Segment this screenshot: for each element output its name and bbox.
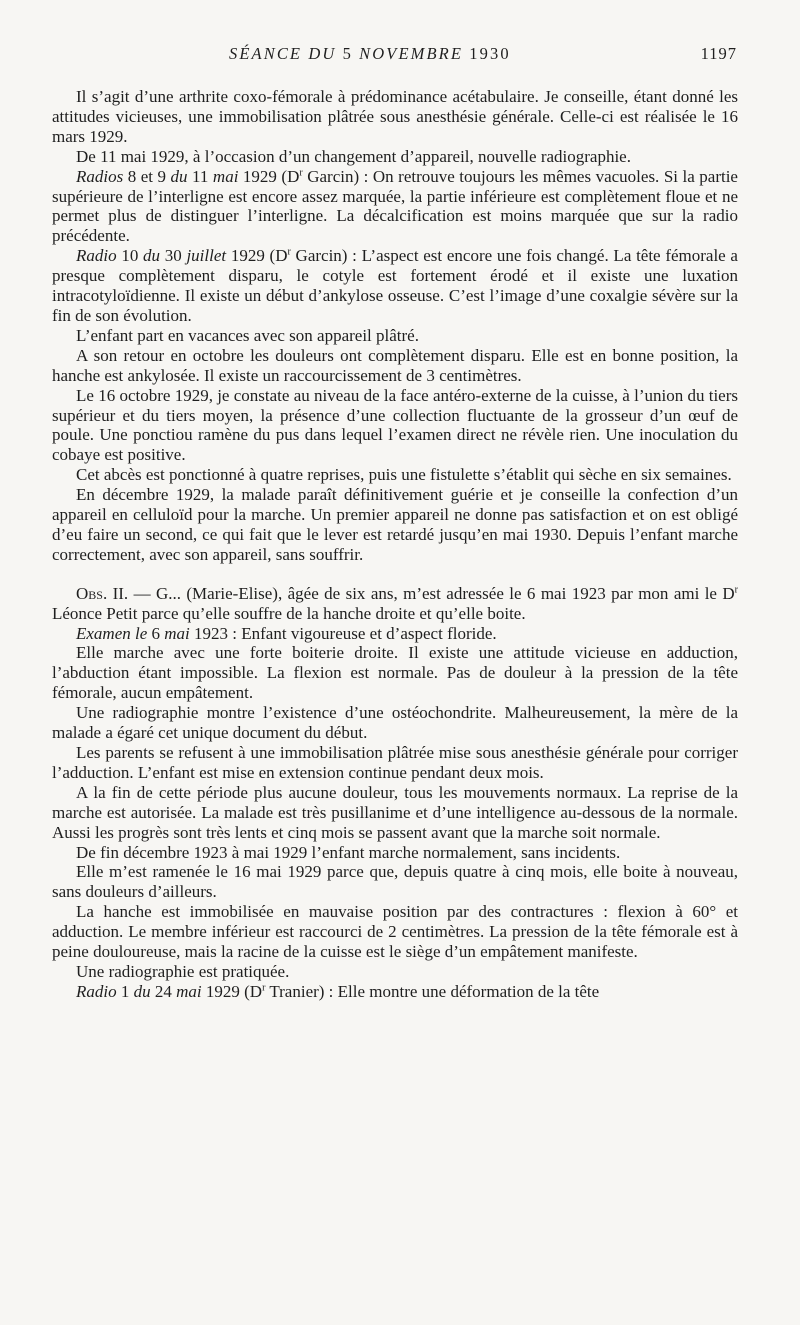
examen-month: mai bbox=[164, 623, 190, 643]
observation-text-a: — G... (Marie-Elise), âgée de six ans, m’est adressée le 6 mai 1923 par mon ami le D bbox=[128, 583, 735, 603]
paragraph: Une radiographie montre l’existence d’une ostéochondrite. Malheureusement, la mère de la malade a égaré cet unique document du début. bbox=[52, 703, 738, 743]
paragraph: Cet abcès est ponctionné à quatre reprises, puis une fistulette s’établit qui sèche en six semaines. bbox=[76, 465, 732, 485]
radio-number: 8 et 9 bbox=[123, 166, 171, 186]
radio-number: 10 bbox=[116, 246, 144, 266]
paragraph: A la fin de cette période plus aucune douleur, tous les mouvements normaux. La reprise de la marche est autorisée. La malade est très pusillanime et d’une intelligence au-dessous de la normale. Aussi les progrès sont très lents et cinq mois se passent avant que la marche soit normale. bbox=[52, 782, 738, 842]
running-header bbox=[0, 44, 800, 68]
observation-text-b: Léonce Petit parce qu’elle souffre de la hanche droite et qu’elle boite. bbox=[52, 603, 526, 623]
radio-text-a: 1929 (D bbox=[201, 981, 263, 1001]
radio-day: 30 bbox=[160, 246, 187, 266]
radio-month: mai bbox=[176, 981, 202, 1001]
examen-label: Examen le bbox=[76, 623, 148, 643]
radio-text-b: Tranier) : Elle montre une déformation de la tête bbox=[265, 981, 600, 1001]
superscript: r bbox=[287, 246, 291, 258]
running-title-month: NOVEMBRE bbox=[352, 44, 470, 63]
radio-text-a: 1929 (D bbox=[238, 166, 300, 186]
radio-du: du bbox=[170, 166, 188, 186]
paragraph: Une radiographie est pratiquée. bbox=[76, 961, 290, 981]
paragraph: Elle m’est ramenée le 16 mai 1929 parce que, depuis quatre à cinq mois, elle boite à nouveau, sans douleurs d’ailleurs. bbox=[52, 862, 738, 902]
page-number: 1197 bbox=[700, 44, 737, 63]
paragraph: Le 16 octobre 1929, je constate au niveau de la face antéro-externe de la cuisse, à l’union du tiers supérieur et du tiers moyen, la présence d’une collection fluctuante de la grosseur d’un œuf de poule. Une ponctiou ramène du pus dans lequel l’examen direct ne révèle rien. Une inoculation du cobaye est positive. bbox=[52, 385, 738, 465]
paragraph-observation-2 bbox=[52, 584, 738, 624]
running-title-text: SÉANCE DU bbox=[229, 44, 343, 63]
radio-day: 11 bbox=[187, 166, 213, 186]
section-gap bbox=[52, 565, 738, 584]
examen-day: 6 bbox=[147, 623, 165, 643]
radio-text-b: Garcin) : L’aspect est encore une fois changé. La tête fémorale a presque complètement disparu, le cotyle est fortement érodé et il existe une luxation intracotyloïdienne. Il existe un début d’ankylose osseuse. C’est l’image d’une coxalgie sévère sur la fin de son évolution. bbox=[52, 246, 738, 325]
paragraph: De fin décembre 1923 à mai 1929 l’enfant marche normalement, sans incidents. bbox=[76, 842, 621, 862]
paragraph: Il s’agit d’une arthrite coxo-fémorale à prédominance acétabulaire. Je conseille, étant donné les attitudes vicieuses, une immobilisation plâtrée sous anesthésie générale. Celle-ci est réalisée le 16 mars 1929. bbox=[52, 87, 738, 146]
paragraph-radio-1 bbox=[52, 982, 738, 1002]
running-title-day: 5 bbox=[342, 44, 353, 63]
radio-month: juillet bbox=[186, 246, 227, 266]
superscript: r bbox=[299, 166, 303, 178]
superscript: r bbox=[734, 584, 738, 596]
radio-label: Radio bbox=[76, 981, 117, 1001]
paragraph: Elle marche avec une forte boiterie droite. Il existe une attitude vicieuse en adduction, l’abduction étant impossible. La flexion est normale. Pas de douleur à la pression de la tête fémorale, aucun empâtement. bbox=[52, 643, 738, 703]
paragraph: L’enfant part en vacances avec son appareil plâtré. bbox=[76, 325, 419, 345]
radio-number: 1 bbox=[116, 981, 134, 1001]
radio-du: du bbox=[133, 981, 151, 1001]
examen-text: 1923 : Enfant vigoureuse et d’aspect floride. bbox=[189, 623, 497, 643]
radio-label: Radios bbox=[76, 166, 124, 186]
paragraph: A son retour en octobre les douleurs ont complètement disparu. Elle est en bonne position, la hanche est ankylosée. Il existe un raccourcissement de 3 centimètres. bbox=[52, 345, 738, 385]
radio-text-a: 1929 (D bbox=[226, 246, 288, 266]
paragraph: En décembre 1929, la malade paraît définitivement guérie et je conseille la confection d’un appareil en celluloïd pour la marche. Un premier appareil ne donne pas satisfaction et on est obligé d’eu faire un second, ce qui fait que le lever est retardé jusqu’en mai 1930. Depuis l’enfant marche correctement, avec son appareil, sans souffrir. bbox=[52, 485, 738, 564]
paragraph: De 11 mai 1929, à l’occasion d’un changement d’appareil, nouvelle radiographie. bbox=[76, 146, 631, 166]
radio-du: du bbox=[143, 246, 161, 266]
paragraph-examen bbox=[52, 624, 738, 644]
observation-label: Obs. II. bbox=[76, 583, 129, 603]
paragraph-radio-8-9 bbox=[52, 167, 738, 247]
superscript: r bbox=[262, 982, 266, 994]
radio-text-b: Garcin) : On retrouve toujours les mêmes vacuoles. Si la partie supérieure de l’interligne est encore assez marquée, la partie inférieure est complètement floue et ne permet plus de distinguer l’interligne. La décalcification est moins marquée que sur la radio précédente. bbox=[52, 166, 738, 246]
running-title-year: 1930 bbox=[469, 44, 511, 63]
paragraph-radio-10 bbox=[52, 246, 738, 326]
radio-day: 24 bbox=[150, 981, 177, 1001]
radio-month: mai bbox=[212, 166, 239, 186]
paragraph: La hanche est immobilisée en mauvaise position par des contractures : flexion à 60° et adduction. Le membre inférieur est raccourci de 2 centimètres. La pression de la tête fémorale est à peine douloureuse, mais la racine de la cuisse est le siège d’un empâtement manifeste. bbox=[52, 902, 738, 962]
body-text bbox=[52, 87, 738, 1002]
radio-label: Radio bbox=[76, 246, 117, 266]
running-title bbox=[229, 44, 511, 64]
paragraph: Les parents se refusent à une immobilisation plâtrée mise sous anesthésie générale pour corriger l’adduction. L’enfant est mise en extension continue pendant deux mois. bbox=[52, 743, 738, 782]
